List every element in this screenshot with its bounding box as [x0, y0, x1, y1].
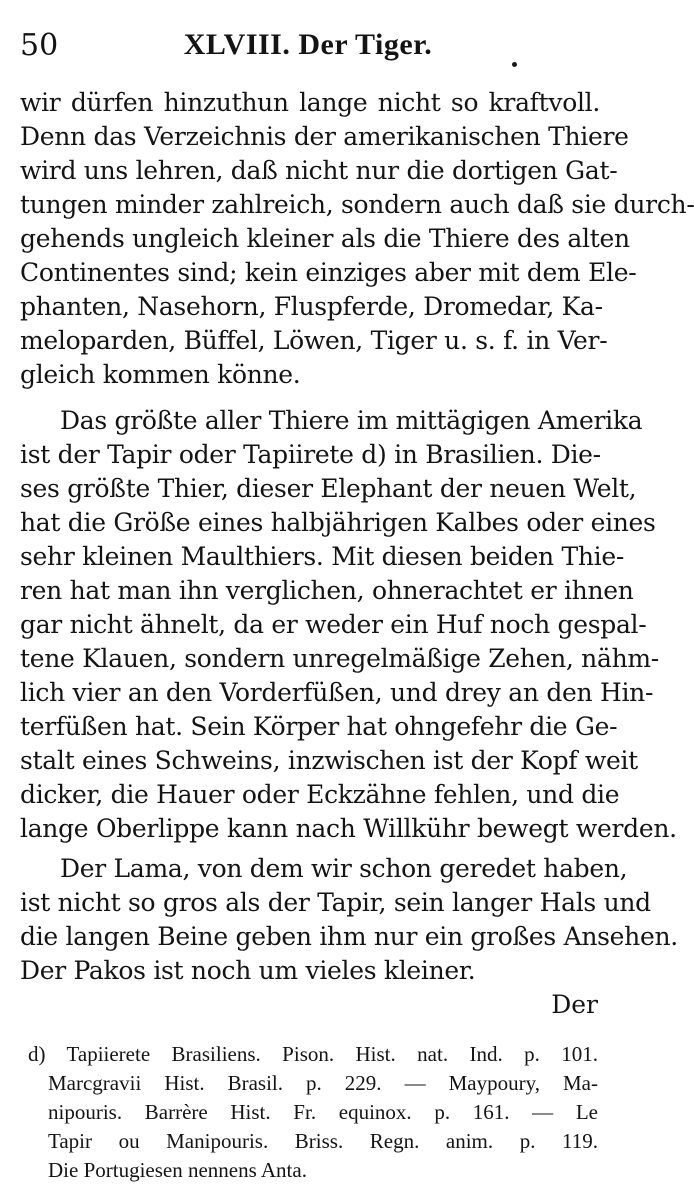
footnote-line: Tapir ou Manipouris. Briss. Regn. anim. p. 119.	[48, 1129, 598, 1153]
footnote-line: Die Portugiesen nennens Anta.	[48, 1158, 307, 1182]
text-line: Das größte aller Thiere im mittägigen Amerika	[60, 406, 643, 435]
text-line: tungen minder zahlreich, sondern auch daß sie durch-	[20, 190, 694, 219]
text-line: gleich kommen könne.	[20, 360, 301, 389]
text-line: ist nicht so gros als der Tapir, sein langer Hals und	[20, 888, 651, 917]
text-line: meloparden, Büffel, Löwen, Tiger u. s. f. in Ver-	[20, 326, 608, 355]
paragraph-1	[20, 86, 694, 392]
text-line: gar nicht ähnelt, da er weder ein Huf noch gespal-	[20, 610, 647, 639]
page-number: 50	[20, 28, 59, 63]
text-line: dicker, die Hauer oder Eckzähne fehlen, und die	[20, 780, 620, 809]
text-line: hat die Größe eines halbjährigen Kalbes oder eines	[20, 508, 656, 537]
text-line: sehr kleinen Maulthiers. Mit diesen beiden Thie-	[20, 542, 625, 571]
text-line: ist der Tapir oder Tapiirete d) in Brasilien. Die-	[20, 440, 601, 469]
footnote-line: d) Tapiierete Brasiliens. Pison. Hist. nat. Ind. p. 101.	[28, 1042, 598, 1066]
paragraph-2	[20, 404, 677, 846]
text-line: Denn das Verzeichnis der amerikanischen Thiere	[20, 122, 629, 151]
text-line: lich vier an den Vorderfüßen, und drey an den Hin-	[20, 678, 654, 707]
paragraph-3	[20, 852, 678, 988]
text-line: Der Pakos ist noch um vieles kleiner.	[20, 956, 476, 985]
text-line: lange Oberlippe kann nach Willkühr bewegt werden.	[20, 814, 677, 843]
text-line: terfüßen hat. Sein Körper hat ohngefehr die Ge-	[20, 712, 618, 741]
text-line: Der Lama, von dem wir schon geredet haben,	[60, 854, 628, 883]
text-line: wird uns lehren, daß nicht nur die dortigen Gat-	[20, 156, 618, 185]
text-line: ren hat man ihn verglichen, ohnerachtet er ihnen	[20, 576, 634, 605]
text-line: wir dürfen hinzuthun lange nicht so kraftvoll.	[20, 88, 600, 117]
footnote-line: nipouris. Barrère Hist. Fr. equinox. p. 161. — Le	[48, 1100, 598, 1124]
text-line: Continentes sind; kein einziges aber mit dem Ele-	[20, 258, 637, 287]
text-line: phanten, Nasehorn, Fluspferde, Dromedar, Ka-	[20, 292, 603, 321]
footnote-line: Marcgravii Hist. Brasil. p. 229. — Maypoury, Ma-	[48, 1071, 598, 1095]
text-line: stalt eines Schweins, inzwischen ist der Kopf weit	[20, 746, 638, 775]
text-line: die langen Beine geben ihm nur ein großes Ansehen.	[20, 922, 678, 951]
text-line: ses größte Thier, dieser Elephant der neuen Welt,	[20, 474, 637, 503]
text-line: tene Klauen, sondern unregelmäßige Zehen, nähm-	[20, 644, 659, 673]
text-line: gehends ungleich kleiner als die Thiere des alten	[20, 224, 630, 253]
footnote	[28, 1040, 598, 1185]
page-header	[0, 24, 616, 68]
running-title: XLVIII. Der Tiger.	[183, 28, 433, 61]
catchword: Der	[551, 990, 598, 1019]
ink-speck	[512, 62, 517, 67]
